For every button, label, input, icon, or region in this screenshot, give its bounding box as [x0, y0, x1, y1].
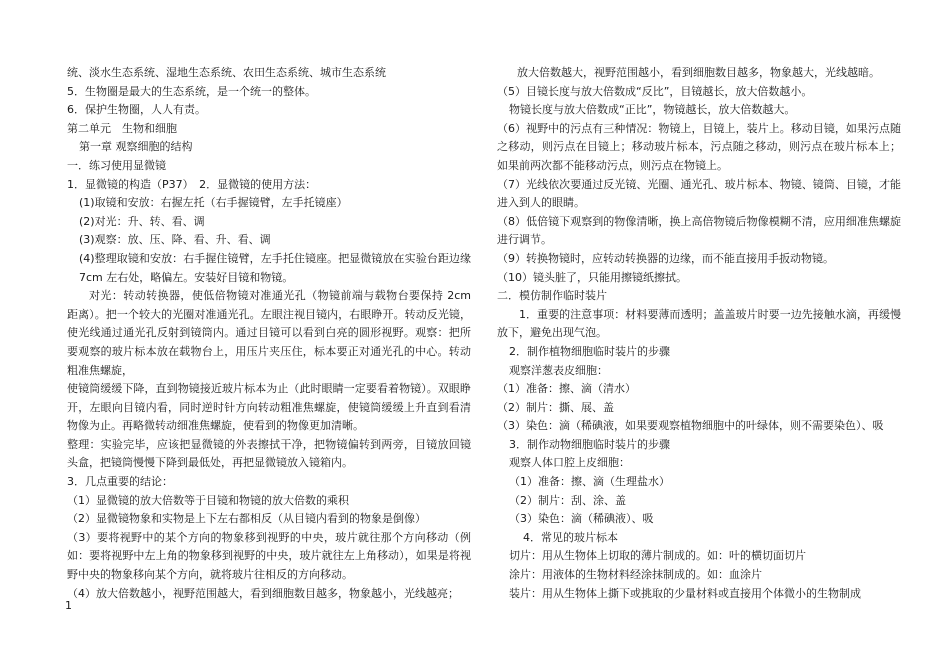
- paragraph: （2）制片：刮、涂、盖: [509, 493, 626, 507]
- paragraph: （10）镜头脏了，只能用擦镜纸擦拭。: [497, 270, 687, 284]
- paragraph: 3．几点重要的结论：: [67, 475, 173, 489]
- paragraph: 1．显微镜的构造（P37） 2．显微镜的使用方法：: [67, 177, 317, 191]
- paragraph: 2．制作植物细胞临时装片的步骤: [509, 344, 670, 358]
- chapter-heading: 第一章 观察细胞的结构: [79, 140, 193, 154]
- paragraph: (3)观察：放、压、降、看、升、看、调: [79, 233, 271, 247]
- paragraph: (1)取镜和安放：右握左托（右手握镜臂，左手托镜座）: [79, 196, 348, 210]
- paragraph: 装片：用从生物体上撕下或挑取的少量材料或直接用个体微小的生物制成: [509, 586, 861, 600]
- paragraph: 5．生物圈是最大的生态系统，是一个统一的整体。: [67, 84, 316, 98]
- right-column: [497, 64, 901, 603]
- paragraph: 统、淡水生态系统、湿地生态系统、农田生态系统、城市生态系统: [67, 66, 386, 79]
- paragraph: 切片：用从生物体上切取的薄片制成的。如：叶的横切面切片: [509, 549, 806, 563]
- paragraph: （2）显微镜物象和实物是上下左右都相反（从目镜内看到的物象是倒像）: [67, 512, 426, 526]
- left-column: [67, 64, 471, 603]
- paragraph: 3．制作动物细胞临时装片的步骤: [509, 437, 670, 451]
- paragraph: 物镜长度与放大倍数成“正比”，物镜越长，放大倍数越大。: [509, 103, 796, 117]
- paragraph: （9）转换物镜时，应转动转换器的边缘，而不能直接用手扳动物镜。: [497, 251, 834, 265]
- paragraph: （1）显微镜的放大倍数等于目镜和物镜的放大倍数的乘积: [67, 493, 349, 507]
- paragraph: （7）光线依次要通过反光镜、光圈、通光孔、玻片标本、物镜、镜筒、目镜，才能进入到人的眼睛。: [497, 177, 901, 210]
- paragraph: （2）制片：撕、展、盖: [497, 400, 614, 414]
- paragraph: 观察洋葱表皮细胞：: [509, 363, 608, 377]
- paragraph: （3）要将视野中的某个方向的物象移到视野的中央，玻片就往那个方向移动（例如：要将视野中左上角的物象移到视野的中央，玻片就往左上角移动），如果是将视野中央的物象移向某个方向，就将玻片往相反的方向移动。: [67, 530, 471, 582]
- paragraph: 观察人体口腔上皮细胞：: [509, 456, 630, 470]
- paragraph: （4）放大倍数越小，视野范围越大，看到细胞数目越多，物象越小，光线越亮；: [67, 586, 459, 600]
- section-heading: 二．模仿制作临时装片: [497, 289, 607, 303]
- paragraph: （8）低倍镜下观察到的物像清晰，换上高倍物镜后物像模糊不清，应用细准焦螺旋进行调节。: [497, 214, 901, 247]
- paragraph: 1．重要的注意事项：材料要薄而透明；盖盖玻片时要一边先接触水滴，再缓慢放下，避免出现气泡。: [497, 307, 901, 340]
- paragraph: (4)整理取镜和安放：右手握住镜臂，左手托住镜座。把显微镜放在实验台距边缘 7cm 左右处，略偏左。安装好目镜和物镜。: [79, 251, 471, 284]
- paragraph: （6）视野中的污点有三种情况：物镜上，目镜上，装片上。移动目镜，如果污点随之移动，则污点在目镜上；移动玻片标本，污点随之移动，则污点在玻片标本上；如果前两次都不能移动污点，则污点在物镜上。: [497, 121, 901, 172]
- paragraph: （3）染色：滴（稀碘液，如果要观察植物细胞中的叶绿体，则不需要染色）、吸: [497, 419, 884, 433]
- section-heading: 一．练习使用显微镜: [67, 158, 166, 172]
- paragraph: (2)对光：升、转、看、调: [79, 214, 205, 228]
- paragraph: 4．常见的玻片标本: [523, 530, 618, 544]
- unit-heading: 第二单元 生物和细胞: [67, 121, 177, 135]
- paragraph: 整理：实验完毕，应该把显微镜的外表擦拭干净，把物镜偏转到两旁，目镜放回镜头盒，把镜筒慢慢下降到最低处，再把显微镜放入镜箱内。: [67, 437, 471, 470]
- paragraph: 6．保护生物圈，人人有责。: [67, 103, 206, 117]
- paragraph: （1）准备：擦、滴（生理盐水）: [509, 475, 670, 489]
- page-number: 1: [65, 599, 72, 612]
- paragraph: （5）目镜长度与放大倍数成“反比”，目镜越长，放大倍数越小。: [497, 84, 813, 98]
- paragraph: 对光：转动转换器，使低倍物镜对准通光孔（物镜前端与载物台要保持 2cm 距离）。把一个较大的光圈对准通光孔。左眼注视目镜内，右眼睁开。转动反光镜，使光线通过通光孔反射到镜筒内。通过目镜可以看到白亮的圆形视野。观察：把所要观察的玻片标本放在载物台上，用压片夹压住，标本要正对通光孔的中心。转动粗准焦螺旋，: [67, 289, 471, 377]
- paragraph: （1）准备：擦、滴（清水）: [497, 382, 636, 396]
- paragraph: （3）染色：滴（稀碘液）、吸: [509, 512, 654, 526]
- paragraph: 放大倍数越大，视野范围越小，看到细胞数目越多，物象越大，光线越暗。: [517, 66, 880, 79]
- paragraph: 涂片：用液体的生物材料经涂抹制成的。如：血涂片: [509, 568, 762, 582]
- paragraph: 使镜筒缓缓下降，直到物镜接近玻片标本为止（此时眼睛一定要看着物镜）。双眼睁开，左眼向目镜内看，同时逆时针方向转动粗准焦螺旋，使镜筒缓缓上升直到看清物像为止。再略微转动细准焦螺旋，使看到的物像更加清晰。: [67, 382, 471, 433]
